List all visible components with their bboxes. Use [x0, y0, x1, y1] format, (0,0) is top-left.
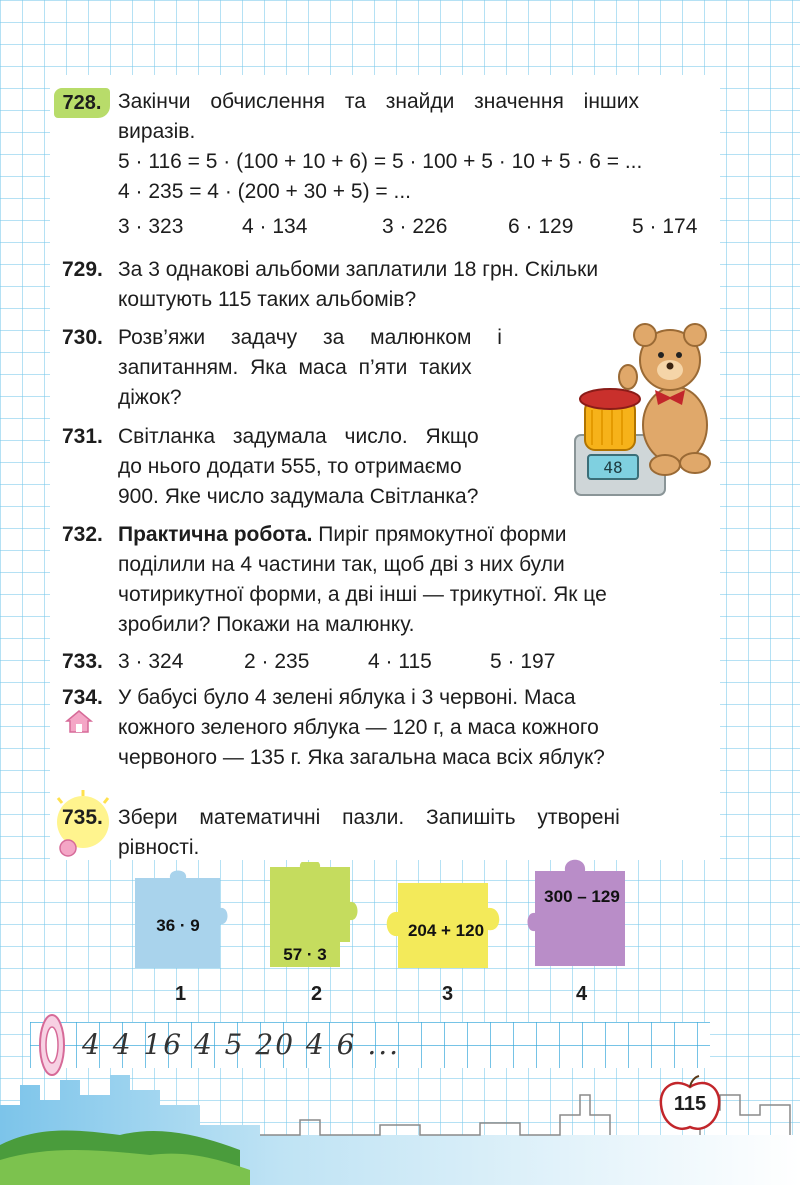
task-731-text-line-2: до нього додати 555, то отримаємо	[118, 455, 462, 478]
task-730-number: 730.	[62, 326, 103, 349]
expression: 2 · 235	[244, 650, 310, 673]
expression: 5 · 197	[490, 650, 556, 673]
task-729-text-line-1: За 3 однакові альбоми заплатили 18 грн. Скільки	[118, 258, 599, 281]
expression: 4 · 115	[368, 650, 432, 673]
task-730-text-line-2: запитанням. Яка маса п’яти таких	[118, 356, 472, 379]
puzzle-piece-3	[368, 878, 528, 973]
handwriting-sequence: 4 4 16 4 5 20 4 6 ...	[82, 1028, 401, 1061]
task-735-text-line-2: рівності.	[118, 836, 200, 859]
task-732-number: 732.	[62, 523, 103, 546]
puzzle-2-label: 2	[311, 983, 323, 1005]
task-735-number: 735.	[62, 806, 103, 829]
page-number: 115	[673, 1093, 707, 1115]
task-734-number: 734.	[62, 686, 103, 709]
puzzle-4-expression: 300 – 129	[544, 887, 620, 906]
task-731-text-line-3: 900. Яке число задумала Світланка?	[118, 485, 479, 508]
expression: 3 · 323	[118, 215, 184, 238]
practical-work-label: Практична робота.	[118, 523, 313, 546]
puzzle-piece-4	[520, 846, 640, 971]
task-732-text-line-3: чотирикутної форми, а дві інші — трикутної. Як це	[118, 583, 607, 606]
scale-display-value: 48	[603, 458, 623, 477]
puzzle-2-expression: 57 · 3	[283, 945, 327, 964]
task-728-equation-1: 5 · 116 = 5 · (100 + 10 + 6) = 5 · 100 + 5 · 10 + 5 · 6 = ...	[118, 150, 643, 173]
expression: 4 · 134	[242, 215, 308, 238]
expression: 5 · 174	[632, 215, 698, 238]
home-icon	[64, 708, 94, 734]
jar-lid	[580, 389, 640, 409]
task-732-text-line-2: поділили на 4 частини так, щоб дві з них були	[118, 553, 565, 576]
task-734-text-line-1: У бабусі було 4 зелені яблука і 3 червоні. Маса	[118, 686, 576, 709]
task-728-text-line-1: Закінчи обчислення та знайди значення інших	[118, 90, 639, 113]
task-732-text-line-1	[118, 523, 567, 547]
puzzle-piece-2	[265, 862, 375, 977]
puzzle-3-expression: 204 + 120	[407, 921, 485, 940]
puzzle-1-label: 1	[175, 983, 187, 1005]
task-732-text-line-4: зробили? Покажи на малюнку.	[118, 613, 415, 636]
puzzle-4-label: 4	[576, 983, 588, 1005]
task-733-number: 733.	[62, 650, 103, 673]
task-728-text-line-2: виразів.	[118, 120, 196, 143]
pencil-icon	[32, 1010, 72, 1080]
task-731-text-line-1: Світланка задумала число. Якщо	[118, 425, 479, 448]
task-732-text-line-1-rest: Пиріг прямокутної форми	[312, 523, 567, 546]
task-735-text-line-1: Збери математичні пазли. Запишіть утворені	[118, 806, 620, 829]
puzzle-1-expression: 36 · 9	[156, 916, 200, 935]
task-729-number: 729.	[62, 258, 103, 281]
task-728-number-badge: 728.	[54, 88, 110, 118]
expression: 6 · 129	[508, 215, 574, 238]
task-731-number: 731.	[62, 425, 103, 448]
task-730-text-line-3: діжок?	[118, 386, 182, 409]
task-730-text-line-1: Розв’яжи задачу за малюнком і	[118, 326, 502, 349]
bear-with-honey-scale-illustration	[570, 315, 720, 505]
task-734-text-line-3: червоного — 135 г. Яка загальна маса всіх яблук?	[118, 746, 605, 769]
expression: 3 · 226	[382, 215, 448, 238]
task-728-equation-2: 4 · 235 = 4 · (200 + 30 + 5) = ...	[118, 180, 412, 203]
expression: 3 · 324	[118, 650, 184, 673]
puzzle-piece-1	[130, 868, 250, 978]
puzzle-3-label: 3	[442, 983, 454, 1005]
task-734-text-line-2: кожного зеленого яблука — 120 г, а маса кожного	[118, 716, 599, 739]
task-729-text-line-2: коштують 115 таких альбомів?	[118, 288, 417, 311]
